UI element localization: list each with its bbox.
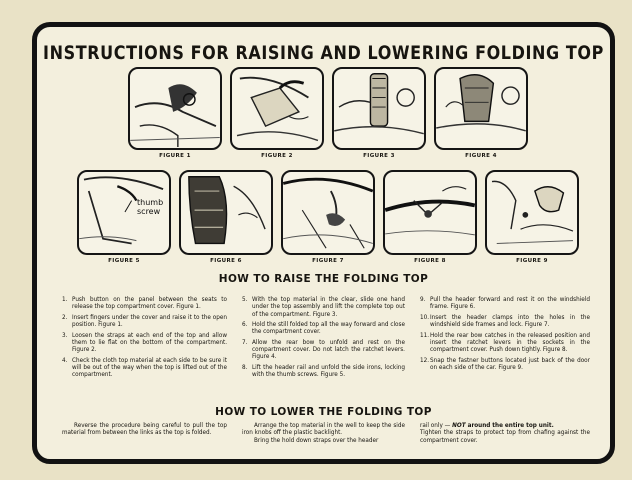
figure-5-caption: FIGURE 5 xyxy=(108,258,140,264)
lower-paragraph: Bring the hold down straps over the header xyxy=(254,437,379,444)
figure-3-drawing xyxy=(334,69,424,148)
instruction-sheet xyxy=(32,22,615,464)
figure-3-caption: FIGURE 3 xyxy=(363,153,395,159)
figure-9 xyxy=(485,170,579,265)
figure-4-illustration xyxy=(434,67,528,150)
figure-8-drawing xyxy=(385,172,475,253)
lower-heading: HOW TO LOWER THE FOLDING TOP xyxy=(215,406,432,418)
figure-6-illustration xyxy=(179,170,273,255)
figure-4-drawing xyxy=(436,69,526,148)
lower-paragraph: Arrange the top material in the well to keep the side iron knobs off the plastic backlight. xyxy=(242,423,405,437)
sheet-title: INSTRUCTIONS FOR RAISING AND LOWERING FOLDING TOP xyxy=(43,41,604,64)
figure-4-caption: FIGURE 4 xyxy=(465,153,497,159)
raise-step: 5. With the top material in the clear, slide one hand under the top assembly and lift the complete top out of the compartment. Figure 3. xyxy=(242,297,405,318)
raise-step: 8. Lift the header rail and unfold the side irons, locking with the thumb screws. Figure 5. xyxy=(242,364,405,379)
figure-8-illustration xyxy=(383,170,477,255)
thumb-screw-label: thumb screw xyxy=(137,198,164,216)
figure-7-illustration xyxy=(281,170,375,255)
figure-2-drawing xyxy=(232,69,322,148)
raise-step: 2. Insert fingers under the cover and raise it to the open position. Figure 1. xyxy=(62,314,227,329)
figure-6-caption: FIGURE 6 xyxy=(210,258,242,264)
raise-steps-col-2 xyxy=(242,297,405,383)
lower-col-2 xyxy=(242,423,405,445)
figure-1-drawing xyxy=(130,69,220,148)
figure-2-caption: FIGURE 2 xyxy=(261,153,293,159)
lower-paragraph: rail only — NOT around the entire top unit. xyxy=(420,423,554,429)
lower-col-1 xyxy=(62,423,227,438)
figure-8 xyxy=(383,170,477,265)
raise-step: 4. Check the cloth top material at each side to be sure it will be out of the way when the top is lifted out of the compartment. xyxy=(62,357,227,379)
figure-6-drawing xyxy=(181,172,271,253)
raise-steps-col-1 xyxy=(62,297,227,383)
figure-5 xyxy=(77,170,171,265)
raise-heading: HOW TO RAISE THE FOLDING TOP xyxy=(218,273,429,285)
figure-1 xyxy=(128,67,222,160)
lower-paragraph: Tighten the straps to protect top from chafing against the compartment cover. xyxy=(420,430,590,444)
figure-1-illustration xyxy=(128,67,222,150)
figure-8-caption: FIGURE 8 xyxy=(414,258,446,264)
raise-step: 7. Allow the rear bow to unfold and rest on the compartment cover. Do not latch the ratchet levers. Figure 4. xyxy=(242,339,405,361)
figure-7-caption: FIGURE 7 xyxy=(312,258,344,264)
figure-7-drawing xyxy=(283,172,373,253)
figure-3 xyxy=(332,67,426,160)
raise-step: 10. Insert the header clamps into the holes in the windshield side frames and lock. Figure 7. xyxy=(420,314,590,329)
figure-9-caption: FIGURE 9 xyxy=(516,258,548,264)
figure-7 xyxy=(281,170,375,265)
figure-9-illustration xyxy=(485,170,579,255)
raise-step: 11. Hold the rear bow catches in the released position and insert the ratchet levers in the sockets in the compartment cover. Push down tightly. Figure 8. xyxy=(420,332,590,354)
lower-col-3 xyxy=(420,423,590,445)
raise-step: 6. Hold the still folded top all the way forward and close the compartment cover. xyxy=(242,322,405,336)
raise-steps-col-3 xyxy=(420,297,590,375)
figure-2 xyxy=(230,67,324,160)
figure-3-illustration xyxy=(332,67,426,150)
lower-paragraph: Reverse the procedure being careful to pull the top material from between the links as the top is folded. xyxy=(62,423,227,437)
figure-6 xyxy=(179,170,273,265)
raise-step: 9. Pull the header forward and rest it on the windshield frame. Figure 6. xyxy=(420,297,590,311)
figure-1-caption: FIGURE 1 xyxy=(159,153,191,159)
figure-9-drawing xyxy=(487,172,577,253)
raise-step: 12. Snap the fastner buttons located just back of the door on each side of the car. Figure 9. xyxy=(420,357,590,371)
figure-2-illustration xyxy=(230,67,324,150)
raise-step: 3. Loosen the straps at each end of the top and allow them to lie flat on the bottom of the compartment. Figure 2. xyxy=(62,332,227,354)
figure-4 xyxy=(434,67,528,160)
raise-step: 1. Push button on the panel between the seats to release the top compartment cover. Figure 1. xyxy=(62,297,227,311)
